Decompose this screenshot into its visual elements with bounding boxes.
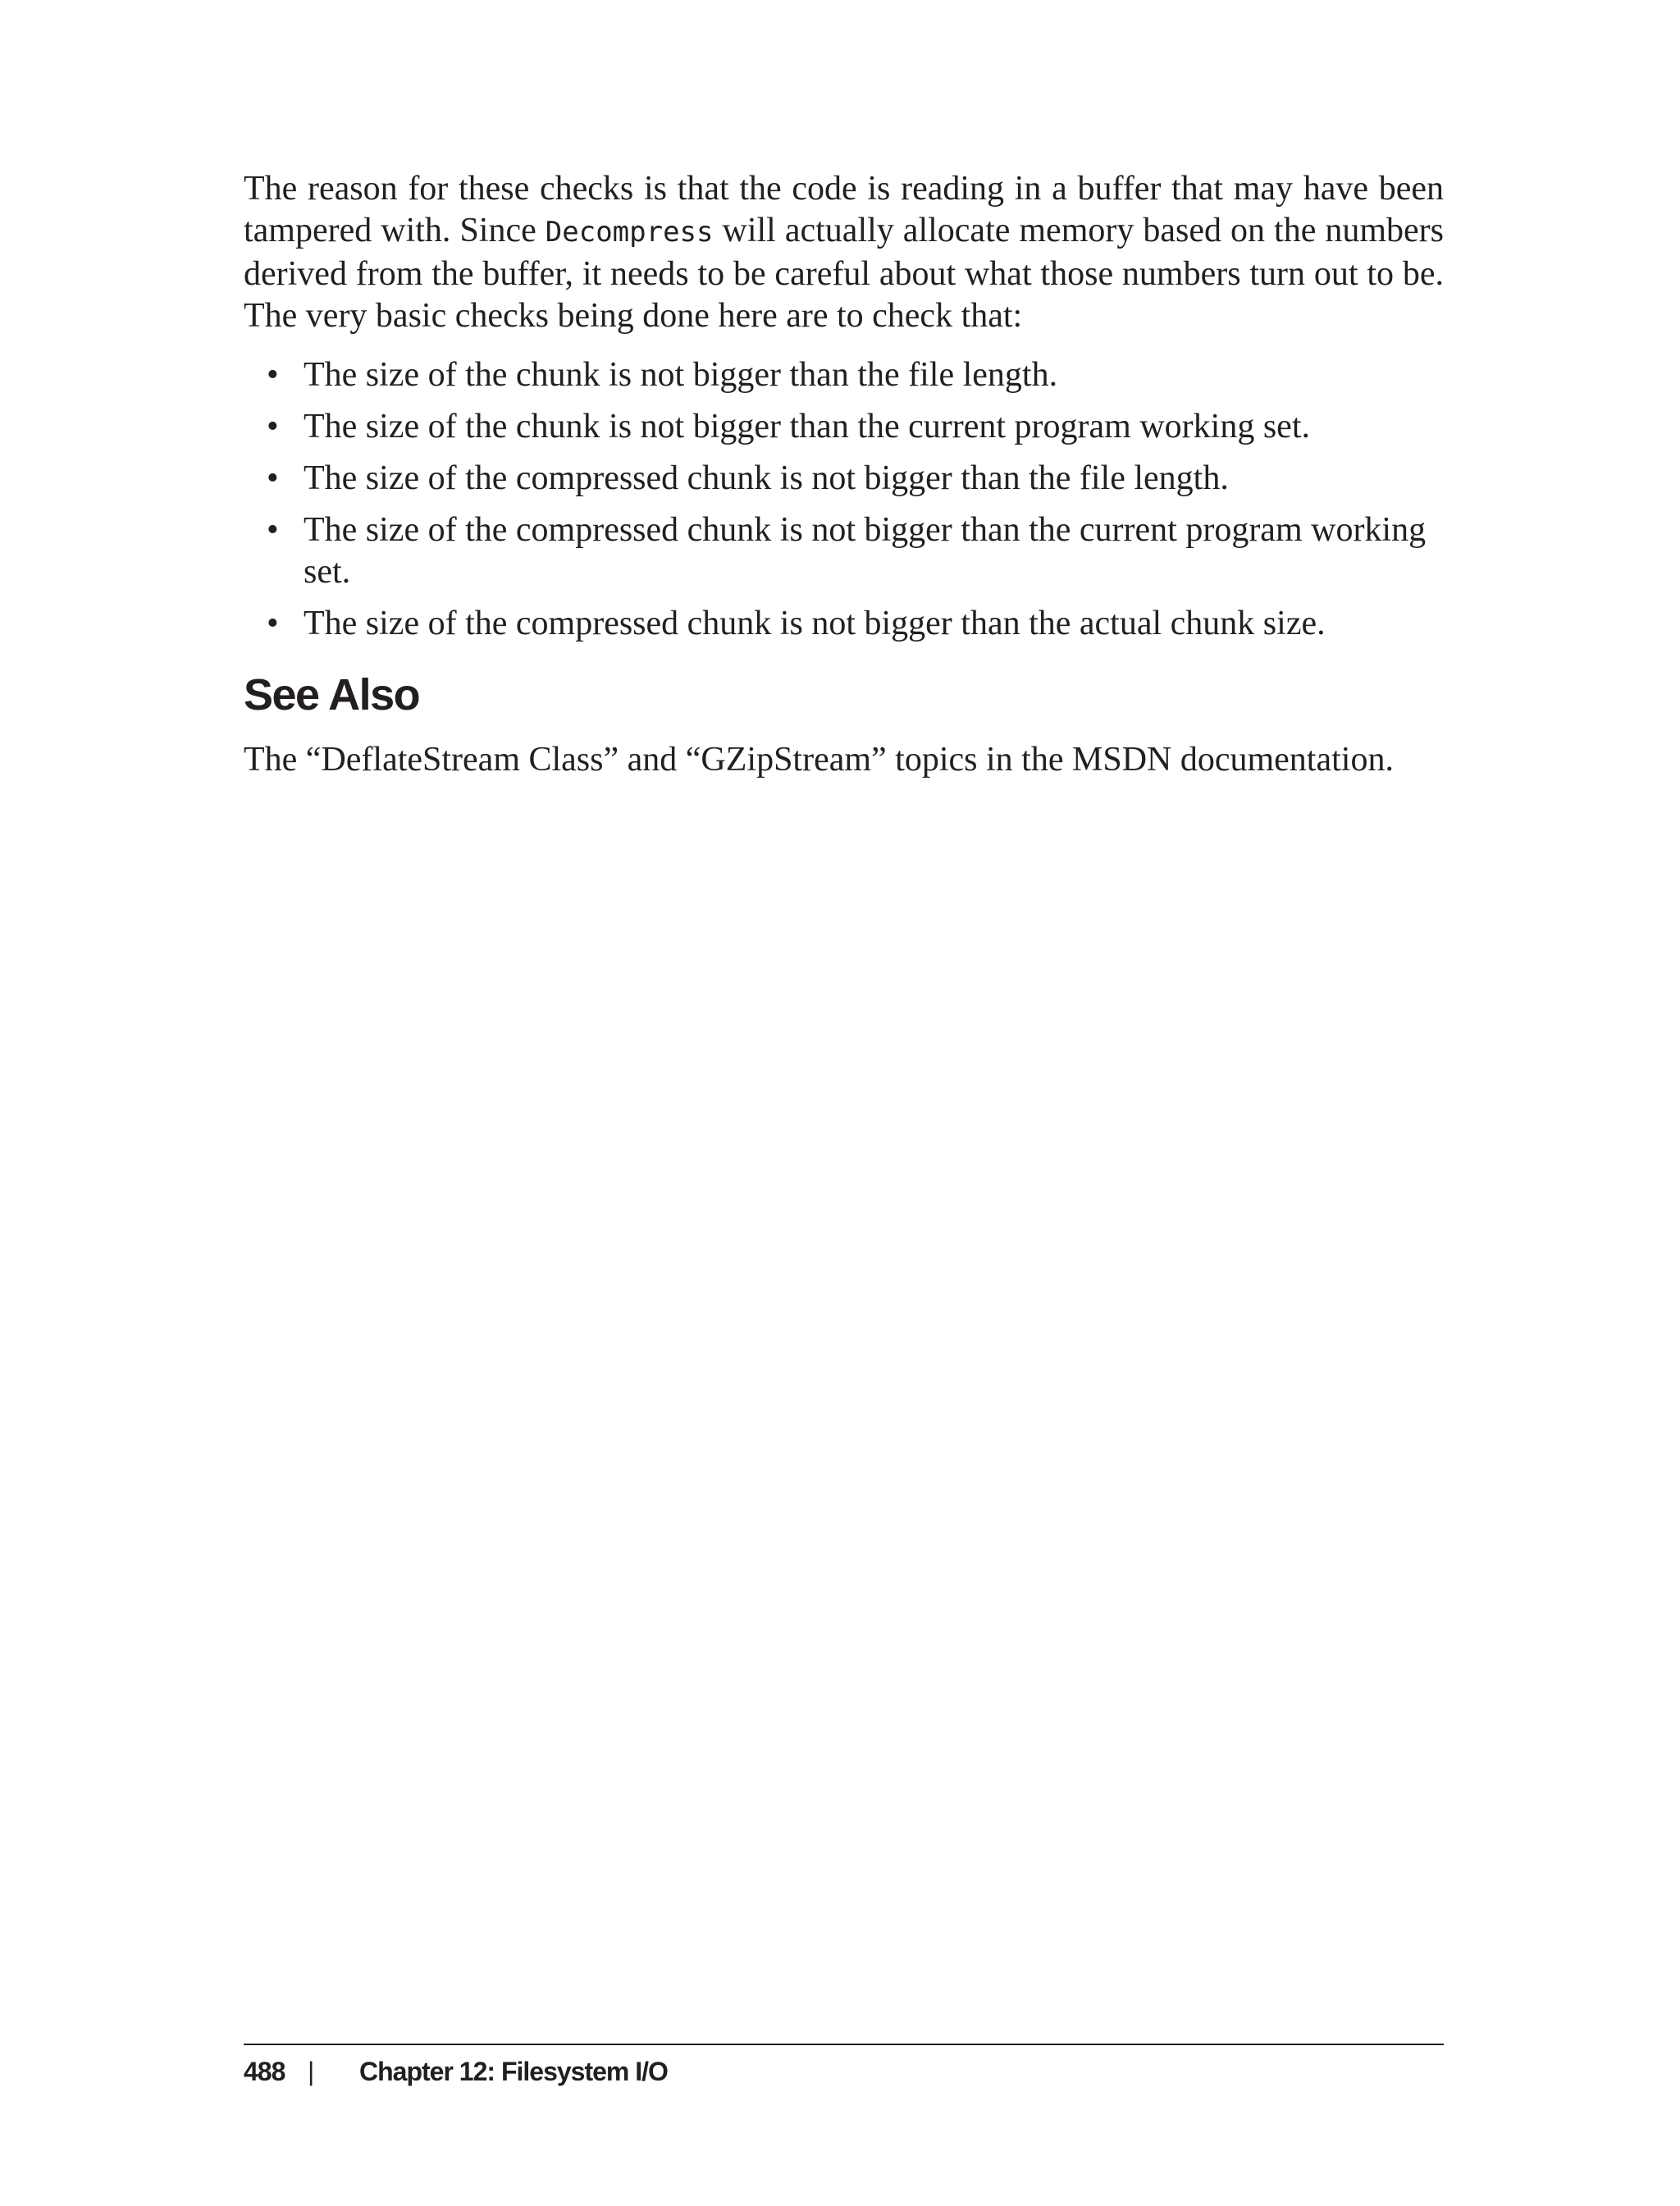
- list-item: [244, 509, 1444, 593]
- list-item-text: The size of the chunk is not bigger than the current program working set.: [304, 408, 1310, 445]
- list-item: [244, 603, 1444, 645]
- see-also-paragraph: The “DeflateStream Class” and “GZipStream” topics in the MSDN documentation.: [244, 741, 1394, 779]
- list-item-text: The size of the chunk is not bigger than the file length.: [304, 356, 1058, 394]
- intro-text-end: will actually allocate memory based on the numbers derived from the buffer, it needs to be careful about what those numbers turn out to be. The very basic checks being done here are to check that:: [244, 212, 1444, 335]
- footer-divider: [244, 2044, 1444, 2045]
- page-number: 488: [244, 2057, 285, 2086]
- page-footer: [244, 2051, 668, 2092]
- list-item-text: The size of the compressed chunk is not bigger than the file length.: [304, 459, 1229, 497]
- checks-list: [244, 354, 1444, 655]
- list-item: [244, 354, 1444, 396]
- list-item: [244, 406, 1444, 448]
- bullet-icon: •: [267, 605, 279, 642]
- footer-separator: |: [308, 2057, 314, 2086]
- list-item-text: The size of the compressed chunk is not bigger than the current program working set.: [304, 511, 1427, 591]
- chapter-title: Chapter 12: Filesystem I/O: [359, 2057, 668, 2086]
- intro-paragraph: [244, 168, 1444, 337]
- bullet-icon: •: [267, 511, 279, 549]
- intro-text-start: The reason for these checks is that the code is reading in a buffer that may have been tampered with. Since: [244, 170, 1444, 249]
- bullet-icon: •: [267, 408, 279, 445]
- section-heading-see-also: See Also: [244, 670, 420, 719]
- bullet-icon: •: [267, 356, 279, 394]
- list-item-text: The size of the compressed chunk is not bigger than the actual chunk size.: [304, 605, 1326, 642]
- bullet-icon: •: [267, 459, 279, 497]
- list-item: [244, 458, 1444, 500]
- inline-code-decompress: Decompress: [545, 216, 714, 249]
